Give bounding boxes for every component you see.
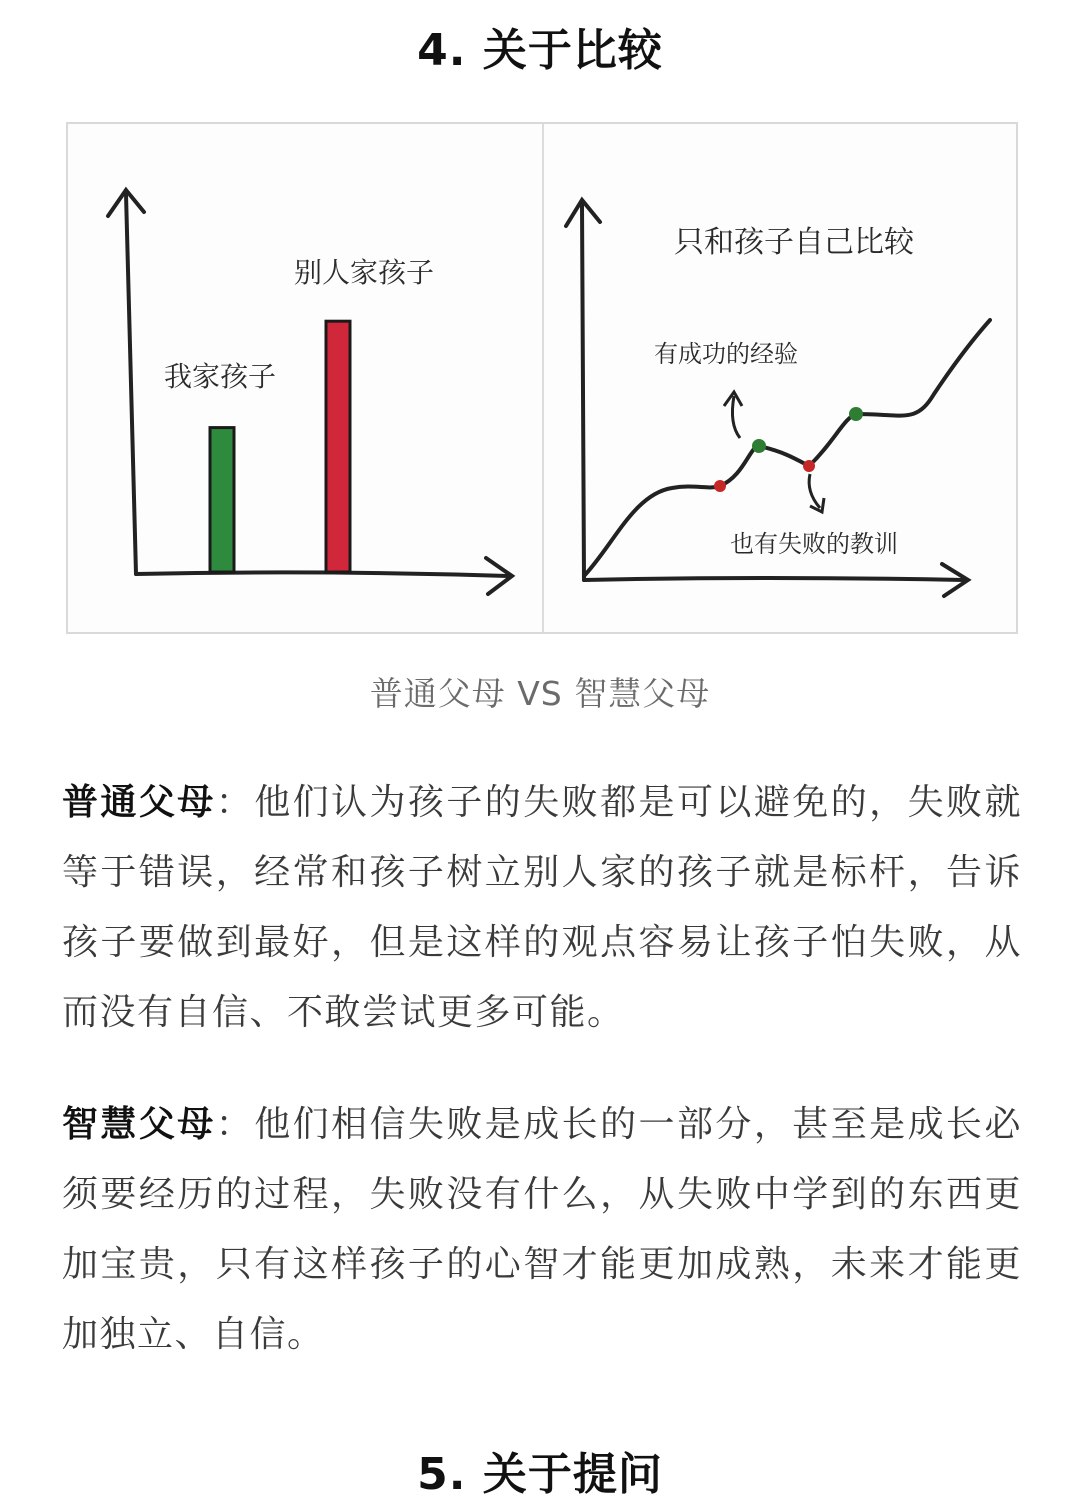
paragraph-ordinary-parents — [62, 768, 1022, 1048]
paragraph-lead: 智慧父母 — [62, 1104, 216, 1145]
my-child-label: 我家孩子 — [164, 360, 277, 393]
right-x-axis — [584, 578, 964, 580]
left-x-axis — [136, 572, 508, 576]
left-panel-bar-sketch — [68, 124, 542, 632]
paragraph-text: 他们相信失败是成长的一部分，甚至是成长必须要经历的过程，失败没有什么，从失败中学到的东西更加宝贵，只有这样孩子的心智才能更加成熟，未来才能更加独立、自信。 — [62, 1104, 1022, 1355]
failure-arrow — [809, 474, 820, 508]
paragraph-colon: ： — [215, 1104, 255, 1145]
success-marker — [752, 439, 766, 453]
bar-my-child — [210, 428, 234, 572]
paragraph-text: 他们认为孩子的失败都是可以避免的，失败就等于错误，经常和孩子树立别人家的孩子就是标杆，告诉孩子要做到最好，但是这样的观点容易让孩子怕失败，从而没有自信、不敢尝试更多可能。 — [62, 782, 1022, 1033]
right-y-axis — [582, 204, 584, 580]
section-heading-comparison: 4. 关于比较 — [417, 25, 663, 76]
paragraph-lead: 普通父母 — [62, 782, 216, 823]
paragraph-colon: ： — [215, 782, 255, 823]
failure-marker — [803, 460, 815, 472]
figure-caption: 普通父母 VS 智慧父母 — [369, 674, 711, 713]
paragraph-wise-parents — [62, 1090, 1022, 1370]
comparison-illustration — [66, 122, 1018, 634]
right-panel-growth-sketch — [544, 124, 1018, 632]
success-annotation: 有成功的经验 — [654, 340, 798, 368]
bar-others-child — [326, 321, 350, 572]
success-marker — [849, 407, 863, 421]
failure-annotation: 也有失败的教训 — [730, 530, 898, 558]
failure-marker — [714, 480, 726, 492]
section-heading-questions: 5. 关于提问 — [417, 1449, 663, 1500]
others-child-label: 别人家孩子 — [294, 256, 435, 289]
right-panel-title: 只和孩子自己比较 — [674, 225, 914, 260]
left-y-axis — [126, 194, 136, 574]
